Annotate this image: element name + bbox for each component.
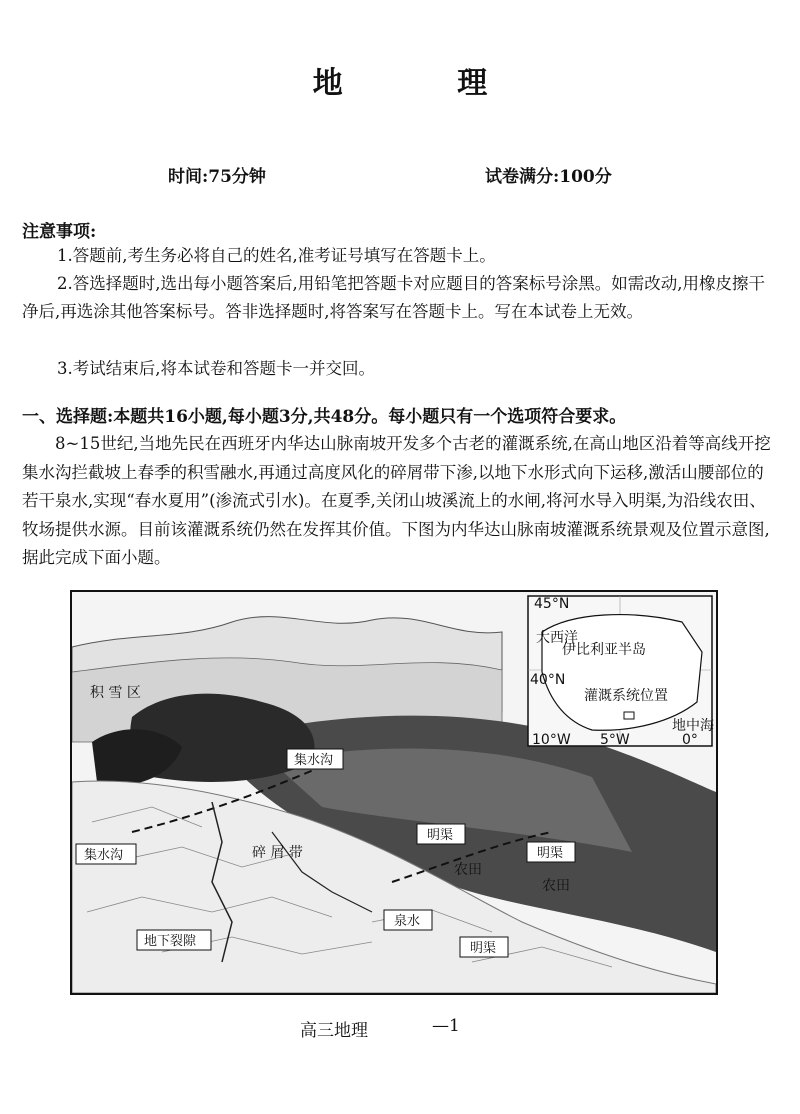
inset-location: 灌溉系统位置	[584, 688, 668, 704]
inset-lon-5: 5°W	[600, 732, 630, 748]
label-canal-2	[527, 842, 575, 862]
inset-ocean: 大西洋	[536, 630, 578, 646]
location-inset-map	[528, 596, 714, 748]
exam-time: 时间:75分钟	[168, 167, 266, 187]
inset-lon-10: 10°W	[532, 732, 571, 748]
inset-peninsula: 伊比利亚半岛	[562, 642, 646, 658]
svg-text:泉水: 泉水	[394, 914, 421, 929]
page-title: 地 理	[312, 66, 540, 101]
exam-score: 试卷满分:100分	[485, 167, 612, 187]
notice-item-1: 1.答题前,考生务必将自己的姓名,准考证号填写在答题卡上。	[57, 246, 496, 265]
notice-item-3: 3.考试结束后,将本试卷和答题卡一并交回。	[57, 359, 375, 378]
page-number: —1	[432, 1016, 460, 1036]
irrigation-figure	[70, 590, 718, 995]
section-heading: 一、选择题:本题共16小题,每小题3分,共48分。每小题只有一个选项符合要求。	[22, 407, 627, 427]
label-spring	[384, 910, 432, 930]
svg-text:地下裂隙: 地下裂隙	[144, 934, 197, 949]
label-ditch-upper	[287, 749, 343, 769]
svg-text:明渠: 明渠	[470, 941, 497, 956]
svg-text:明渠: 明渠	[537, 846, 564, 861]
inset-sea: 地中海	[672, 718, 714, 734]
svg-text:集水沟: 集水沟	[294, 753, 334, 768]
label-debris-belt: 碎 屑 带	[252, 845, 303, 861]
svg-text:明渠: 明渠	[427, 828, 454, 843]
passage: 8~15世纪,当地先民在西班牙内华达山脉南坡开发多个古老的灌溉系统,在高山地区沿着等高线开挖集水沟拦截坡上春季的积雪融水,再通过高度风化的碎屑带下渗,以地下水形式向下运移,激活山腰部位的若干泉水,实现“春水夏用”(渗流式引水)。在夏季,关闭山坡溪流上的水闸,将河水导入明渠,为沿线农田、牧场提供水源。目前该灌溉系统仍然在发挥其价值。下图为内华达山脉南坡灌溉系统景观及位置示意图,据此完成下面小题。	[22, 434, 771, 567]
label-canal-1	[417, 824, 465, 844]
label-field-2: 农田	[542, 878, 570, 894]
label-snow-zone: 积 雪 区	[90, 685, 141, 701]
inset-lon-0: 0°	[682, 732, 698, 748]
svg-text:集水沟: 集水沟	[84, 848, 124, 863]
inset-lat-45: 45°N	[534, 596, 570, 612]
notice-heading: 注意事项:	[22, 222, 97, 242]
label-fissure	[137, 930, 211, 950]
inset-lat-40: 40°N	[530, 672, 566, 688]
label-field-1: 农田	[454, 862, 482, 878]
label-ditch-lower	[76, 844, 136, 864]
label-canal-3	[460, 937, 508, 957]
footer-caption: 高三地理	[300, 1021, 368, 1041]
notice-item-2: 2.答选择题时,选出每小题答案后,用铅笔把答题卡对应题目的答案标号涂黑。如需改动,用橡皮擦干净后,再选涂其他答案标号。答非选择题时,将答案写在答题卡上。写在本试卷上无效。	[22, 274, 765, 321]
figure-illustration	[72, 592, 716, 993]
